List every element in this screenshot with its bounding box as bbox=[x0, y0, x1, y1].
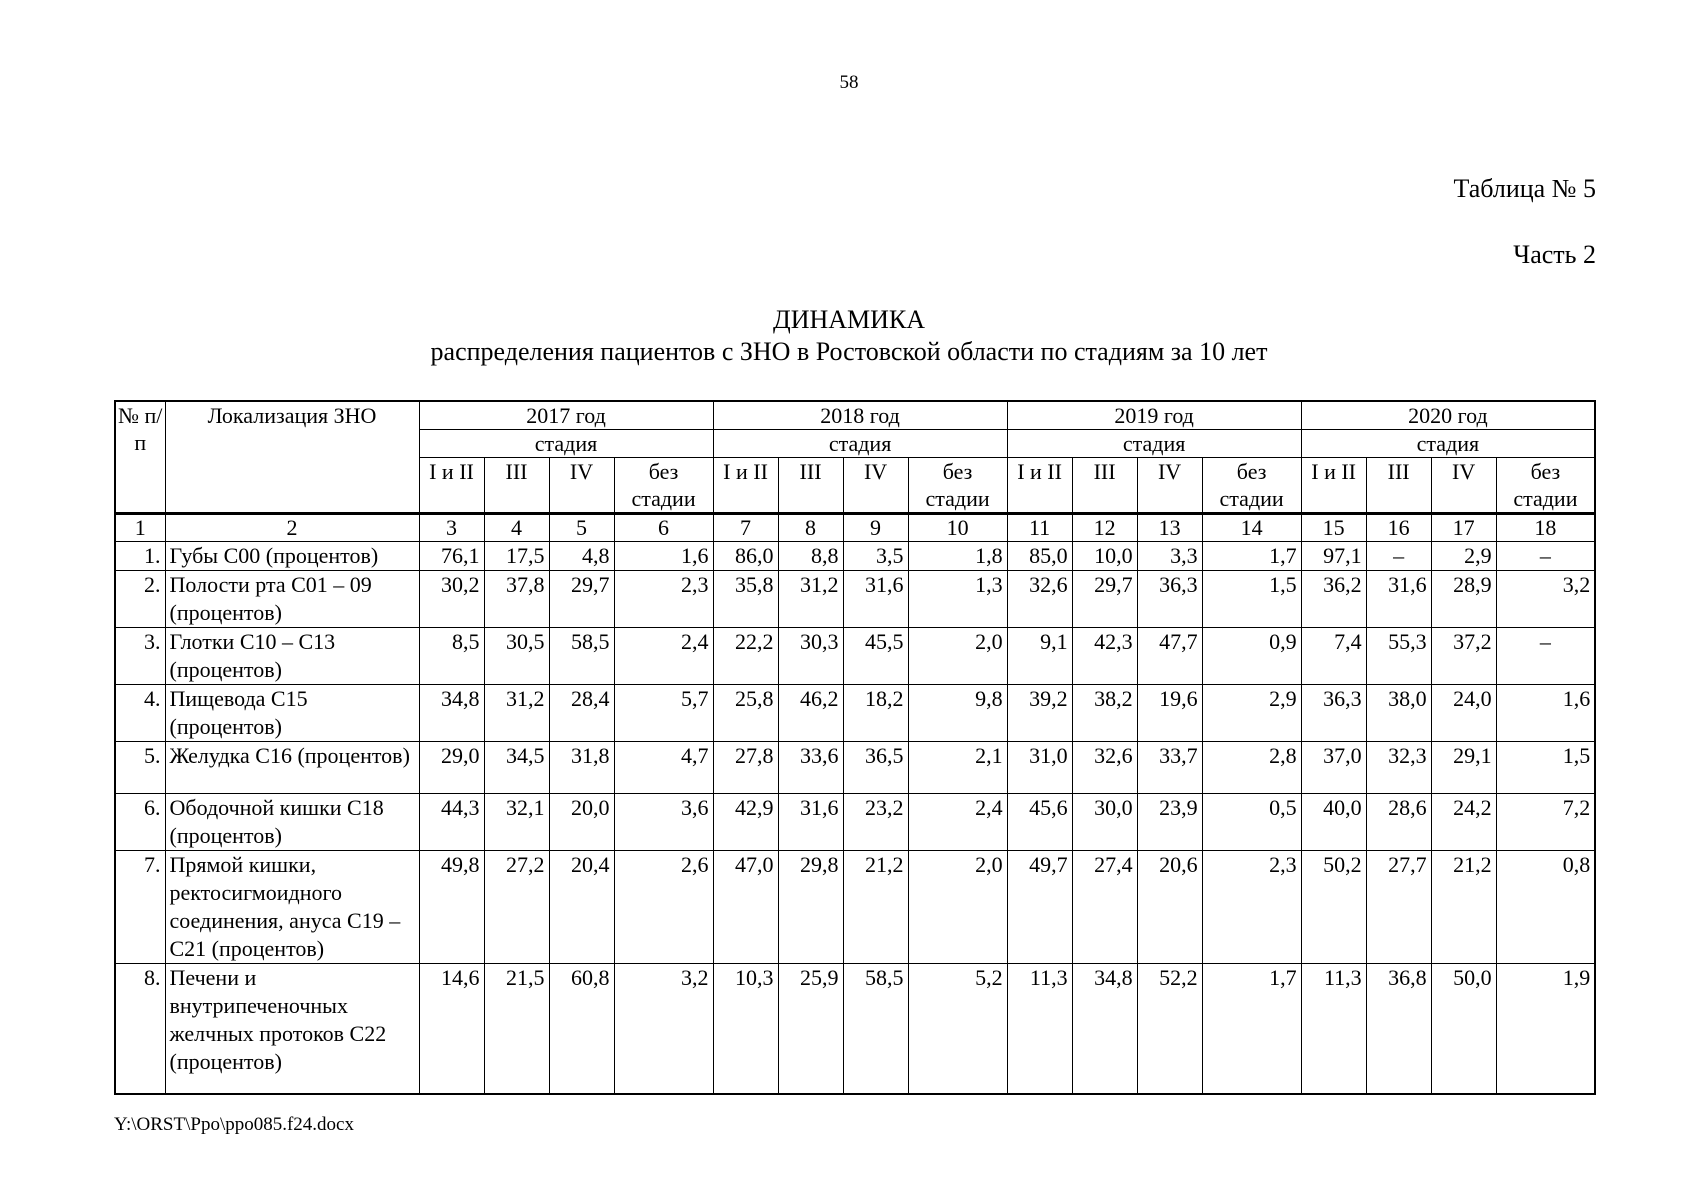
table-cell: 34,5 bbox=[484, 742, 549, 794]
header-year: 2018 год bbox=[713, 401, 1007, 430]
column-number: 10 bbox=[908, 514, 1007, 542]
header-stage-column: без стадии bbox=[908, 458, 1007, 514]
column-number: 4 bbox=[484, 514, 549, 542]
table-cell: 50,2 bbox=[1301, 851, 1366, 964]
column-number: 15 bbox=[1301, 514, 1366, 542]
table-cell: 19,6 bbox=[1137, 685, 1202, 742]
table-cell: 1,8 bbox=[908, 542, 1007, 571]
column-number: 8 bbox=[778, 514, 843, 542]
table-cell: 28,9 bbox=[1431, 571, 1496, 628]
table-cell: 31,6 bbox=[1366, 571, 1431, 628]
table-cell: 17,5 bbox=[484, 542, 549, 571]
table-cell: 30,2 bbox=[419, 571, 484, 628]
table-cell: 34,8 bbox=[419, 685, 484, 742]
table-cell: 8,5 bbox=[419, 628, 484, 685]
table-cell: 36,3 bbox=[1137, 571, 1202, 628]
table-cell: 23,9 bbox=[1137, 794, 1202, 851]
table-cell: 55,3 bbox=[1366, 628, 1431, 685]
table-cell: 28,6 bbox=[1366, 794, 1431, 851]
table-row bbox=[115, 851, 1595, 964]
table-cell: 38,0 bbox=[1366, 685, 1431, 742]
table-cell: 0,9 bbox=[1202, 628, 1301, 685]
row-number: 7. bbox=[115, 851, 165, 964]
table-cell: 20,6 bbox=[1137, 851, 1202, 964]
table-cell: 42,9 bbox=[713, 794, 778, 851]
table-cell: – bbox=[1496, 628, 1595, 685]
table-cell: 58,5 bbox=[843, 964, 908, 1094]
row-localization: Прямой кишки, ректосигмоидного соединения, ануса С19 – С21 (процентов) bbox=[165, 851, 419, 964]
table-cell: 33,7 bbox=[1137, 742, 1202, 794]
table-cell: 3,5 bbox=[843, 542, 908, 571]
table-cell: 29,7 bbox=[1072, 571, 1137, 628]
header-stage-column: I и II bbox=[713, 458, 778, 514]
table-cell: 31,2 bbox=[484, 685, 549, 742]
table-cell: 10,0 bbox=[1072, 542, 1137, 571]
table-cell: 31,6 bbox=[778, 794, 843, 851]
row-number: 8. bbox=[115, 964, 165, 1094]
table-cell: 25,8 bbox=[713, 685, 778, 742]
column-number: 6 bbox=[614, 514, 713, 542]
table-cell: 37,8 bbox=[484, 571, 549, 628]
table-cell: 1,5 bbox=[1496, 742, 1595, 794]
table-cell: 36,2 bbox=[1301, 571, 1366, 628]
column-number: 2 bbox=[165, 514, 419, 542]
table-cell: 21,5 bbox=[484, 964, 549, 1094]
table-cell: 20,4 bbox=[549, 851, 614, 964]
row-number: 4. bbox=[115, 685, 165, 742]
column-number: 11 bbox=[1007, 514, 1072, 542]
row-localization: Полости рта С01 – 09 (процентов) bbox=[165, 571, 419, 628]
header-stage-column: без стадии bbox=[1202, 458, 1301, 514]
table-cell: – bbox=[1366, 542, 1431, 571]
table-part: Часть 2 bbox=[1513, 240, 1596, 269]
table-cell: 30,0 bbox=[1072, 794, 1137, 851]
column-number: 12 bbox=[1072, 514, 1137, 542]
column-number: 9 bbox=[843, 514, 908, 542]
table-cell: 33,6 bbox=[778, 742, 843, 794]
table-cell: 34,8 bbox=[1072, 964, 1137, 1094]
table-cell: 2,9 bbox=[1431, 542, 1496, 571]
table-cell: 11,3 bbox=[1007, 964, 1072, 1094]
table-cell: 45,5 bbox=[843, 628, 908, 685]
table-cell: 1,6 bbox=[1496, 685, 1595, 742]
table-cell: 52,2 bbox=[1137, 964, 1202, 1094]
stage-distribution-table bbox=[114, 400, 1596, 1095]
document-subtitle: распределения пациентов с ЗНО в Ростовской области по стадиям за 10 лет bbox=[430, 337, 1268, 366]
table-cell: 47,0 bbox=[713, 851, 778, 964]
header-year: 2019 год bbox=[1007, 401, 1301, 430]
row-localization: Глотки С10 – С13 (процентов) bbox=[165, 628, 419, 685]
table-cell: 30,3 bbox=[778, 628, 843, 685]
table-cell: 7,2 bbox=[1496, 794, 1595, 851]
table-cell: 24,2 bbox=[1431, 794, 1496, 851]
table-cell: 47,7 bbox=[1137, 628, 1202, 685]
table-cell: 27,7 bbox=[1366, 851, 1431, 964]
table-cell: 60,8 bbox=[549, 964, 614, 1094]
table-cell: 38,2 bbox=[1072, 685, 1137, 742]
table-cell: 27,8 bbox=[713, 742, 778, 794]
table-row bbox=[115, 685, 1595, 742]
table-cell: 11,3 bbox=[1301, 964, 1366, 1094]
table-cell: 2,6 bbox=[614, 851, 713, 964]
table-cell: 45,6 bbox=[1007, 794, 1072, 851]
table-cell: 21,2 bbox=[843, 851, 908, 964]
table-cell: 32,6 bbox=[1072, 742, 1137, 794]
row-localization: Печени и внутрипеченочных желчных протоков С22 (процентов) bbox=[165, 964, 419, 1094]
table-row bbox=[115, 571, 1595, 628]
row-localization: Ободочной кишки С18 (процентов) bbox=[165, 794, 419, 851]
table-cell: 49,7 bbox=[1007, 851, 1072, 964]
table-cell: 3,6 bbox=[614, 794, 713, 851]
table-cell: 2,4 bbox=[614, 628, 713, 685]
table-cell: – bbox=[1496, 542, 1595, 571]
header-stage: стадия bbox=[713, 430, 1007, 458]
header-stage-column: без стадии bbox=[614, 458, 713, 514]
table-cell: 36,5 bbox=[843, 742, 908, 794]
header-stage-column: IV bbox=[843, 458, 908, 514]
header-stage-column: III bbox=[1366, 458, 1431, 514]
table-row bbox=[115, 964, 1595, 1094]
table-cell: 7,4 bbox=[1301, 628, 1366, 685]
header-stage-column: IV bbox=[1431, 458, 1496, 514]
table-cell: 3,2 bbox=[614, 964, 713, 1094]
header-year: 2017 год bbox=[419, 401, 713, 430]
table-cell: 31,0 bbox=[1007, 742, 1072, 794]
table-cell: 50,0 bbox=[1431, 964, 1496, 1094]
table-cell: 85,0 bbox=[1007, 542, 1072, 571]
header-stage-column: IV bbox=[1137, 458, 1202, 514]
header-number: № п/п bbox=[115, 401, 165, 514]
column-number: 1 bbox=[115, 514, 165, 542]
row-number: 3. bbox=[115, 628, 165, 685]
table-cell: 44,3 bbox=[419, 794, 484, 851]
table-cell: 20,0 bbox=[549, 794, 614, 851]
row-number: 2. bbox=[115, 571, 165, 628]
table-cell: 2,4 bbox=[908, 794, 1007, 851]
column-number: 7 bbox=[713, 514, 778, 542]
column-number: 3 bbox=[419, 514, 484, 542]
table-cell: 39,2 bbox=[1007, 685, 1072, 742]
table-cell: 32,6 bbox=[1007, 571, 1072, 628]
header-localization: Локализация ЗНО bbox=[165, 401, 419, 514]
column-number: 5 bbox=[549, 514, 614, 542]
table-cell: 35,8 bbox=[713, 571, 778, 628]
table-cell: 0,5 bbox=[1202, 794, 1301, 851]
table-cell: 5,7 bbox=[614, 685, 713, 742]
table-cell: 1,6 bbox=[614, 542, 713, 571]
table-cell: 27,4 bbox=[1072, 851, 1137, 964]
header-stage-column: III bbox=[778, 458, 843, 514]
header-stage-column: без стадии bbox=[1496, 458, 1595, 514]
table-cell: 30,5 bbox=[484, 628, 549, 685]
table-cell: 5,2 bbox=[908, 964, 1007, 1094]
column-number: 18 bbox=[1496, 514, 1595, 542]
document-title: ДИНАМИКА bbox=[772, 305, 926, 334]
table-cell: 4,8 bbox=[549, 542, 614, 571]
table-cell: 29,1 bbox=[1431, 742, 1496, 794]
table-cell: 36,8 bbox=[1366, 964, 1431, 1094]
table-row bbox=[115, 542, 1595, 571]
table-cell: 1,3 bbox=[908, 571, 1007, 628]
table-cell: 18,2 bbox=[843, 685, 908, 742]
header-stage: стадия bbox=[1007, 430, 1301, 458]
column-number: 14 bbox=[1202, 514, 1301, 542]
table-cell: 32,1 bbox=[484, 794, 549, 851]
table-cell: 37,0 bbox=[1301, 742, 1366, 794]
header-stage-column: III bbox=[484, 458, 549, 514]
header-stage-column: I и II bbox=[1007, 458, 1072, 514]
table-cell: 2,1 bbox=[908, 742, 1007, 794]
table-cell: 29,0 bbox=[419, 742, 484, 794]
table-cell: 86,0 bbox=[713, 542, 778, 571]
table-cell: 97,1 bbox=[1301, 542, 1366, 571]
table-cell: 2,3 bbox=[614, 571, 713, 628]
table-cell: 40,0 bbox=[1301, 794, 1366, 851]
table-cell: 3,3 bbox=[1137, 542, 1202, 571]
table-cell: 58,5 bbox=[549, 628, 614, 685]
header-year: 2020 год bbox=[1301, 401, 1595, 430]
table-cell: 24,0 bbox=[1431, 685, 1496, 742]
table-cell: 1,7 bbox=[1202, 964, 1301, 1094]
row-localization: Желудка С16 (процентов) bbox=[165, 742, 419, 794]
table-cell: 22,2 bbox=[713, 628, 778, 685]
row-localization: Губы С00 (процентов) bbox=[165, 542, 419, 571]
table-cell: 76,1 bbox=[419, 542, 484, 571]
table-cell: 29,8 bbox=[778, 851, 843, 964]
table-cell: 10,3 bbox=[713, 964, 778, 1094]
column-number: 17 bbox=[1431, 514, 1496, 542]
table-cell: 1,5 bbox=[1202, 571, 1301, 628]
table-row bbox=[115, 794, 1595, 851]
table-cell: 9,1 bbox=[1007, 628, 1072, 685]
table-cell: 36,3 bbox=[1301, 685, 1366, 742]
table-cell: 14,6 bbox=[419, 964, 484, 1094]
table-cell: 42,3 bbox=[1072, 628, 1137, 685]
table-row bbox=[115, 628, 1595, 685]
header-stage: стадия bbox=[419, 430, 713, 458]
table-cell: 1,9 bbox=[1496, 964, 1595, 1094]
footer-file-path: Y:\ORST\Ppo\ppo085.f24.docx bbox=[114, 1114, 354, 1135]
table-cell: 9,8 bbox=[908, 685, 1007, 742]
table-row bbox=[115, 742, 1595, 794]
table-cell: 4,7 bbox=[614, 742, 713, 794]
table-cell: 0,8 bbox=[1496, 851, 1595, 964]
header-stage-column: I и II bbox=[1301, 458, 1366, 514]
page-number: 58 bbox=[839, 72, 859, 93]
table-cell: 23,2 bbox=[843, 794, 908, 851]
table-cell: 31,2 bbox=[778, 571, 843, 628]
table-cell: 31,8 bbox=[549, 742, 614, 794]
table-cell: 27,2 bbox=[484, 851, 549, 964]
table-cell: 32,3 bbox=[1366, 742, 1431, 794]
header-stage-column: III bbox=[1072, 458, 1137, 514]
table-cell: 2,9 bbox=[1202, 685, 1301, 742]
column-number: 13 bbox=[1137, 514, 1202, 542]
table-cell: 46,2 bbox=[778, 685, 843, 742]
table-cell: 2,8 bbox=[1202, 742, 1301, 794]
header-stage-column: IV bbox=[549, 458, 614, 514]
table-cell: 28,4 bbox=[549, 685, 614, 742]
row-number: 5. bbox=[115, 742, 165, 794]
table-cell: 37,2 bbox=[1431, 628, 1496, 685]
row-number: 1. bbox=[115, 542, 165, 571]
table-cell: 29,7 bbox=[549, 571, 614, 628]
table-cell: 49,8 bbox=[419, 851, 484, 964]
table-cell: 8,8 bbox=[778, 542, 843, 571]
row-number: 6. bbox=[115, 794, 165, 851]
table-cell: 25,9 bbox=[778, 964, 843, 1094]
table-cell: 2,3 bbox=[1202, 851, 1301, 964]
row-localization: Пищевода С15 (процентов) bbox=[165, 685, 419, 742]
table-label: Таблица № 5 bbox=[1453, 174, 1596, 203]
table-cell: 21,2 bbox=[1431, 851, 1496, 964]
column-number: 16 bbox=[1366, 514, 1431, 542]
table-cell: 2,0 bbox=[908, 628, 1007, 685]
table-cell: 2,0 bbox=[908, 851, 1007, 964]
table-cell: 3,2 bbox=[1496, 571, 1595, 628]
table-cell: 31,6 bbox=[843, 571, 908, 628]
header-stage: стадия bbox=[1301, 430, 1595, 458]
header-stage-column: I и II bbox=[419, 458, 484, 514]
table-cell: 1,7 bbox=[1202, 542, 1301, 571]
